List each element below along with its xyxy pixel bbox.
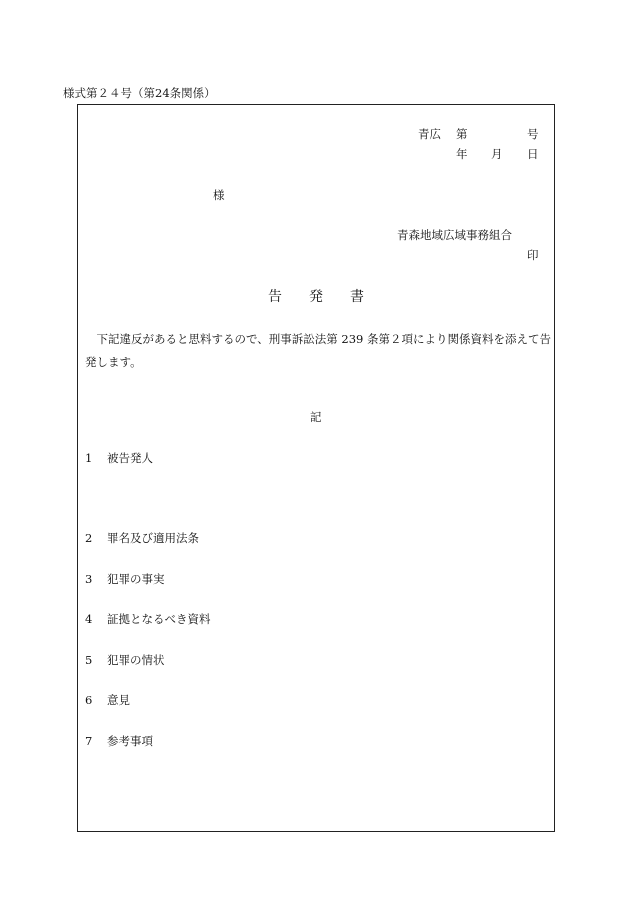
body-text: 下記違反があると思料するので、刑事訴訟法第 239 条第２項により関係資料を添えて告発します。: [85, 332, 552, 369]
document-title-char-2: 発: [309, 289, 323, 305]
document-title-char-1: 告: [268, 289, 282, 305]
date-year: 年: [456, 147, 468, 161]
item-number: 1: [85, 451, 93, 465]
form-border: [77, 104, 555, 832]
addressee-suffix: 様: [213, 188, 225, 202]
reference-prefix: 青広: [418, 127, 441, 141]
item-label: 意見: [107, 693, 130, 707]
date-month: 月: [491, 147, 503, 161]
item-label: 罪名及び適用法条: [107, 531, 199, 545]
item-number: 7: [85, 734, 93, 748]
sender-name: 青森地域広域事務組合: [397, 228, 512, 242]
item-number: 2: [85, 531, 93, 545]
form-number-label: 様式第２４号（第24条関係）: [63, 86, 216, 100]
document-title-char-3: 書: [350, 289, 364, 305]
ki-heading: 記: [310, 410, 322, 424]
item-number: 4: [85, 612, 93, 626]
item-number: 3: [85, 572, 93, 586]
item-label: 被告発人: [107, 451, 153, 465]
item-number: 5: [85, 653, 93, 667]
item-label: 犯罪の情状: [107, 653, 165, 667]
item-label: 証拠となるべき資料: [107, 612, 211, 626]
item-number: 6: [85, 693, 93, 707]
seal-mark: 印: [527, 248, 539, 262]
date-day: 日: [527, 147, 539, 161]
reference-go: 号: [527, 127, 539, 141]
item-label: 犯罪の事実: [107, 572, 165, 586]
item-label: 参考事項: [107, 734, 153, 748]
reference-dai: 第: [456, 127, 468, 141]
